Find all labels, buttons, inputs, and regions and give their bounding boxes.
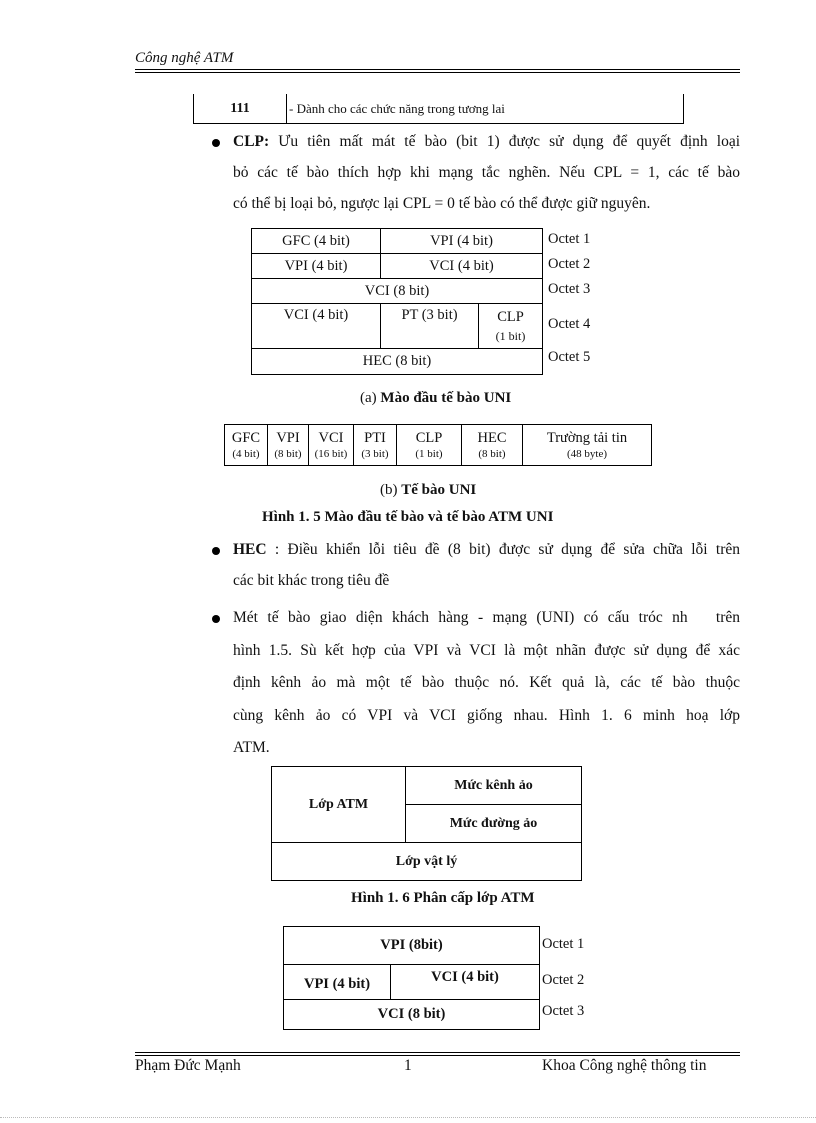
running-header: Công nghệ ATM [135,50,234,66]
cell-field-name: CLP [415,430,443,446]
nni-header-table [283,926,540,1030]
cell-field-size: (48 byte) [566,448,607,460]
caption-b [380,482,476,499]
page-edge [0,1117,816,1118]
atm-layer-cell: Lớp ATM [272,767,406,843]
footer-department: Khoa Công nghệ thông tin [542,1057,707,1074]
physical-layer-cell: Lớp vật lý [395,853,458,869]
caption-b-prefix: (b) [380,482,398,498]
octet-label: Octet 1 [542,936,585,952]
octet-label: Octet 1 [548,231,591,247]
table-code-cell: 111 [194,94,287,123]
footer-author: Phạm Đức Mạnh [135,1057,241,1074]
hec-line-2: các bit khác trong tiêu đề [233,572,390,589]
clp-line-1: Ưu tiên mất mát tế bào (bit 1) được sử dụng để quyết định loại [278,133,741,150]
cell-field-size: (4 bit) [232,448,260,460]
field-vci-mid: VCI (8 bit) [364,282,430,299]
cell-field-name: Trường tải tin [546,430,628,446]
uni-header-table [251,228,543,375]
field-pt: PT (3 bit) [381,304,479,348]
uni-paragraph [233,602,740,765]
octet-label: Octet 3 [548,281,591,297]
cell-field [225,425,268,465]
cell-field [397,425,462,465]
virtual-channel-level-cell: Mức kênh ảo [406,767,581,805]
field-vci-low: VCI (4 bit) [252,304,381,348]
cell-field [354,425,397,465]
figure-caption-1-6: Hình 1. 6 Phân cấp lớp ATM [351,890,535,906]
caption-a-prefix: (a) [360,390,377,406]
clp-line-3: có thể bị loại bỏ, ngược lại CPL = 0 tế bào có thể được giữ nguyên. [233,195,651,212]
bullet-dot [212,139,220,147]
cell-field-size: (1 bit) [415,448,443,460]
uni-line-4: cùng kênh ảo có VPI và VCI giống nhau. Hình 1. 6 minh hoạ lớp [233,706,740,724]
uni-line-5: ATM. [233,739,270,756]
field-vpi-low: VPI (4 bit) [252,254,381,278]
virtual-path-level-cell: Mức đường ảo [406,805,581,843]
field-vci-high: VCI (4 bit) [429,257,494,274]
field-clp-name: CLP [497,308,524,325]
cell-field-size: (8 bit) [274,448,302,460]
atm-layer-table [271,766,582,881]
field-vpi-high: VPI (4 bit) [430,232,493,249]
nni-field-vci-high: VCI (4 bit) [431,969,499,985]
caption-b-text: Tế bào UNI [401,482,477,498]
figure-caption-1-5: Hình 1. 5 Mào đầu tế bào và tế bào ATM UNI [262,509,554,525]
nni-field-vci: VCI (8 bit) [377,1006,446,1022]
octet-label: Octet 3 [542,1003,585,1019]
cell-field-name: PTI [364,430,386,446]
clp-paragraph [233,126,740,219]
header-rule [135,69,740,73]
octet-label: Octet 4 [548,316,591,332]
nni-row-2 [284,965,539,1000]
hec-term: HEC [233,541,267,558]
cell-field-size: (8 bit) [478,448,506,460]
hec-line-1: : Điều khiển lỗi tiêu đề (8 bit) được sử dụng để sửa chữa lỗi trên [274,541,741,558]
octet-label: Octet 2 [548,256,591,272]
bullet-dot [212,547,220,555]
cell-field-size: (3 bit) [361,448,389,460]
cell-field [309,425,354,465]
nni-field-vpi-low: VPI (4 bit) [284,965,391,999]
nni-field-vpi: VPI (8bit) [284,927,539,965]
cell-field-name: HEC [477,430,507,446]
hec-paragraph [233,534,740,596]
field-hec: HEC (8 bit) [362,352,432,369]
clp-term: CLP: [233,133,270,150]
table-desc-cell: - Dành cho các chức năng trong tương lai [289,100,505,116]
uni-cell-table [224,424,652,466]
cell-field-name: VPI [276,430,300,446]
page-number: 1 [404,1057,412,1074]
cell-field [523,425,651,465]
cell-field-size: (16 bit) [314,448,348,460]
clp-line-2: bỏ các tế bào thích hợp khi mạng tắc nghẽn. Nếu CPL = 1, các tế bào [233,164,740,181]
continuation-table [193,94,684,124]
uni-line-2: hình 1.5. Sù kết hợp của VPI và VCI là một nhãn được sử dụng để xác [233,641,740,659]
caption-a [360,390,511,407]
uni-line-1: Mét tế bào giao diện khách hàng - mạng (UNI) có cấu tróc nh trên [233,609,740,626]
uni-line-3: định kênh ảo mà một tế bào thuộc nó. Kết quả là, các tế bào thuộc [233,674,740,691]
field-clp-size: (1 bit) [495,328,526,343]
bullet-dot [212,615,220,623]
footer-rule [135,1052,740,1056]
cell-field [268,425,309,465]
octet-label: Octet 2 [542,972,585,988]
caption-a-text: Mào đầu tế bào UNI [380,390,512,406]
cell-field [462,425,523,465]
field-clp [479,304,542,348]
octet-label: Octet 5 [548,349,591,365]
cell-field-name: GFC [231,430,261,446]
cell-field-name: VCI [318,430,344,446]
field-gfc: GFC (4 bit) [252,229,381,253]
